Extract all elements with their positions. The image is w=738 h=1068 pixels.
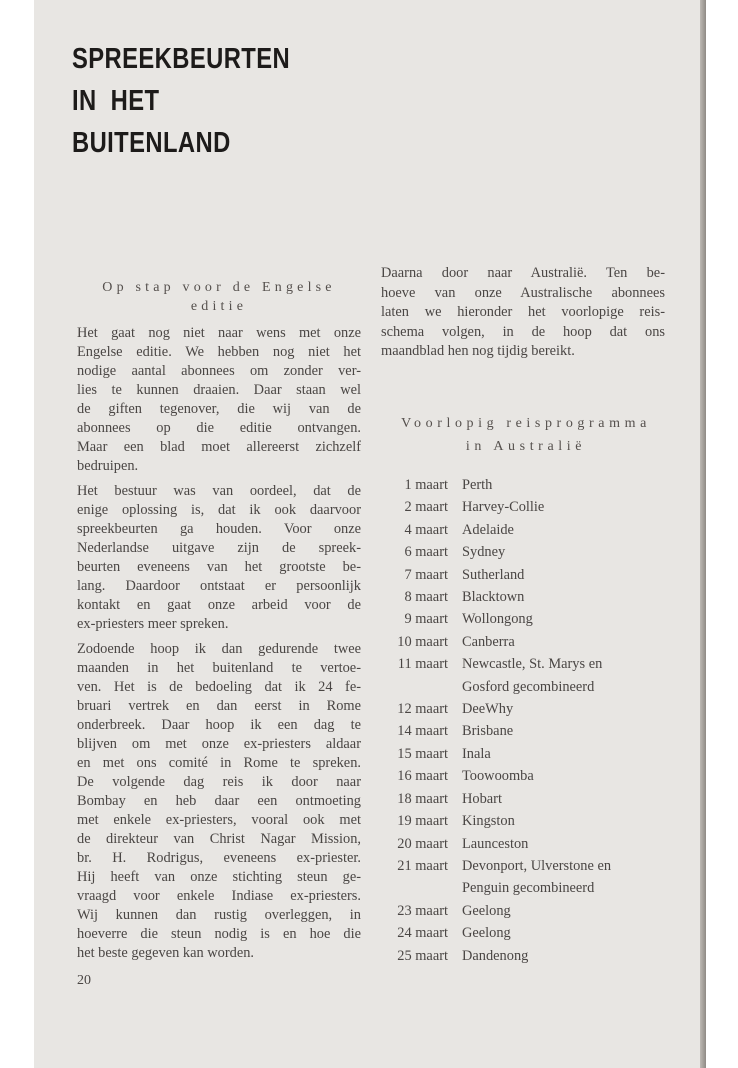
place-line: Perth	[462, 477, 493, 493]
schedule-place	[462, 496, 681, 518]
schedule-place	[462, 541, 681, 563]
schedule-date: 12 maart	[397, 701, 448, 718]
place-line: Devonport, Ulverstone en	[462, 857, 612, 874]
place-line: Dandenong	[462, 947, 529, 964]
paragraph	[77, 640, 361, 963]
schedule-date: 10 maart	[397, 633, 448, 650]
text-line: Maar een blad moet allereerst zichzelf	[77, 439, 361, 455]
schedule-date: 25 maart	[397, 947, 448, 964]
schedule-date: 7 maart	[404, 566, 448, 583]
place-line: Harvey-Collie	[462, 499, 545, 516]
schedule-date: 8 maart	[404, 589, 448, 606]
schedule-place	[462, 765, 681, 787]
schedule-date: 2 maart	[404, 499, 448, 516]
text-line: nodige aantal abonnees om zonder ver-	[77, 363, 361, 379]
text-line: Daarna door naar Australië. Ten be-	[381, 265, 665, 281]
schedule-row	[381, 519, 681, 541]
text-line: ven. Het is de bedoeling dat ik 24 fe-	[77, 679, 361, 695]
text-line: bedruipen.	[77, 458, 139, 474]
text-line: onderbreek. Daar hoop ik een dag te	[77, 717, 361, 733]
schedule-place	[462, 653, 681, 698]
place-line: Adelaide	[462, 521, 514, 538]
schedule-place	[462, 743, 681, 765]
schedule-row	[381, 474, 681, 496]
schedule-place	[462, 564, 681, 586]
text-line: bruari vertrek en dan eerst in Rome	[77, 698, 361, 714]
place-line: Sydney	[462, 544, 506, 561]
place-line: Geelong	[462, 925, 511, 942]
schedule-date: 4 maart	[404, 521, 448, 538]
schedule-row	[381, 698, 681, 720]
schedule-date: 9 maart	[404, 611, 448, 628]
schedule-row	[381, 900, 681, 922]
place-line: Blacktown	[462, 589, 525, 606]
schedule-row	[381, 608, 681, 630]
text-line: ex-priesters meer spreken.	[77, 616, 229, 632]
schedule-place	[462, 720, 681, 742]
text-line: Bombay en heb daar een ontmoeting	[77, 793, 361, 809]
title-line: IN HET	[72, 85, 160, 117]
schedule-date: 16 maart	[397, 768, 448, 785]
title-line: BUITENLAND	[72, 127, 231, 159]
text-line: lies te kunnen draaien. Daar staan wel	[77, 382, 361, 398]
place-line: Inala	[462, 745, 491, 762]
place-line: Kingston	[462, 813, 515, 830]
text-line: de direkteur van Christ Nagar Mission,	[77, 831, 361, 847]
text-line: Het gaat nog niet naar wens met onze	[77, 325, 361, 341]
schedule-row	[381, 586, 681, 608]
text-line: Hij heeft van onze stichting steun ge-	[77, 869, 361, 885]
section-heading-english-edition	[77, 278, 361, 316]
text-line: hoeverre die steun nodig is en hoe die	[77, 926, 361, 942]
text-line: lang. Daardoor ontstaat er persoonlijk	[77, 578, 361, 594]
text-line: Nederlandse uitgave zijn de spreek-	[77, 540, 361, 556]
schedule-row	[381, 720, 681, 742]
text-line: br. H. Rodrigus, eveneens ex-priester.	[77, 850, 361, 866]
text-line: schema volgen, in de hoop dat ons	[381, 323, 665, 340]
schedule-place	[462, 922, 681, 944]
schedule-row	[381, 765, 681, 787]
schedule-place	[462, 945, 681, 967]
schedule-row	[381, 855, 681, 900]
page-number: 20	[77, 973, 91, 988]
text-line: blijven om met onze ex-priesters aldaar	[77, 736, 361, 752]
text-line: enige oplossing is, dat ik ook daarvoor	[77, 502, 361, 518]
schedule-date: 18 maart	[397, 790, 448, 807]
schedule-place	[462, 810, 681, 832]
schedule-date: 20 maart	[397, 835, 448, 852]
place-line: Wollongong	[462, 611, 533, 628]
schedule-row	[381, 833, 681, 855]
text-line: beurten eveneens van het grootste be-	[77, 559, 361, 575]
text-line: de giften tegenover, die wij van de	[77, 401, 361, 417]
schedule-date: 15 maart	[397, 745, 448, 762]
place-line: Toowoomba	[462, 768, 534, 785]
schedule-date: 6 maart	[404, 544, 448, 561]
heading-line: Op stap voor de Engelse	[102, 280, 336, 295]
text-line: kontakt en gaat onze arbeid voor de	[77, 597, 361, 613]
schedule-date: 19 maart	[397, 813, 448, 830]
paragraph	[77, 482, 361, 634]
schedule-row	[381, 653, 681, 698]
schedule-row	[381, 631, 681, 653]
place-line: Brisbane	[462, 723, 514, 740]
schedule-date: 14 maart	[397, 723, 448, 740]
schedule-place	[462, 519, 681, 541]
text-line: en met ons comité in Rome te spreken.	[77, 755, 361, 771]
heading-line: editie	[190, 299, 248, 314]
text-line: vraagd voor enkele Indiase ex-priesters.	[77, 888, 361, 904]
schedule-place	[462, 833, 681, 855]
schedule-date: 11 maart	[397, 656, 448, 673]
schedule-place	[462, 608, 681, 630]
text-line: Zodoende hoop ik dan gedurende twee	[77, 641, 361, 657]
place-line: DeeWhy	[462, 701, 514, 718]
place-line: Launceston	[462, 835, 529, 852]
schedule-row	[381, 945, 681, 967]
place-line: Newcastle, St. Marys en	[462, 656, 603, 673]
schedule-date: 21 maart	[397, 857, 448, 874]
schedule-place	[462, 900, 681, 922]
section-heading-travel-schedule	[381, 414, 671, 456]
schedule-place	[462, 631, 681, 653]
heading-line: Voorlopig reisprogramma	[401, 416, 651, 431]
schedule-date: 23 maart	[397, 902, 448, 919]
schedule-row	[381, 541, 681, 563]
paragraph	[381, 264, 665, 362]
schedule-row	[381, 922, 681, 944]
schedule-place	[462, 788, 681, 810]
text-line: laten we hieronder het voorlopige reis-	[381, 304, 665, 320]
text-line: abonnees op die editie ontvangen.	[77, 420, 361, 436]
page-edge-shadow	[700, 0, 706, 1068]
schedule-place	[462, 698, 681, 720]
travel-schedule	[381, 474, 681, 967]
text-line: maandblad hen nog tijdig bereikt.	[381, 343, 575, 359]
text-line: hoeve van onze Australische abonnees	[381, 284, 665, 301]
text-line: het beste gegeven kan worden.	[77, 945, 255, 961]
place-line: Canberra	[462, 633, 515, 650]
schedule-row	[381, 743, 681, 765]
place-line: Sutherland	[462, 566, 525, 583]
text-line: De volgende dag reis ik door naar	[77, 774, 361, 790]
text-line: Engelse editie. We hebben nog niet het	[77, 344, 361, 360]
text-line: spreekbeurten ga houden. Voor onze	[77, 521, 361, 537]
schedule-row	[381, 564, 681, 586]
text-line: Het bestuur was van oordeel, dat de	[77, 483, 361, 499]
place-line: Gosford gecombineerd	[462, 678, 595, 695]
schedule-place	[462, 855, 681, 900]
article-title	[72, 38, 290, 164]
schedule-place	[462, 586, 681, 608]
schedule-date: 24 maart	[397, 925, 448, 942]
place-line: Penguin gecombineerd	[462, 880, 595, 897]
heading-line: in Australië	[465, 439, 587, 454]
paragraph	[77, 324, 361, 476]
schedule-row	[381, 496, 681, 518]
text-line: met enkele ex-priesters, vooral ook met	[77, 812, 361, 828]
schedule-place	[462, 474, 681, 496]
schedule-row	[381, 810, 681, 832]
schedule-date: 1 maart	[404, 477, 448, 493]
place-line: Geelong	[462, 902, 511, 919]
text-line: Wij kunnen dan rustig overleggen, in	[77, 907, 361, 923]
text-line: maanden in het buitenland te vertoe-	[77, 660, 361, 676]
place-line: Hobart	[462, 790, 502, 807]
schedule-row	[381, 788, 681, 810]
title-line: SPREEKBEURTEN	[72, 43, 291, 75]
